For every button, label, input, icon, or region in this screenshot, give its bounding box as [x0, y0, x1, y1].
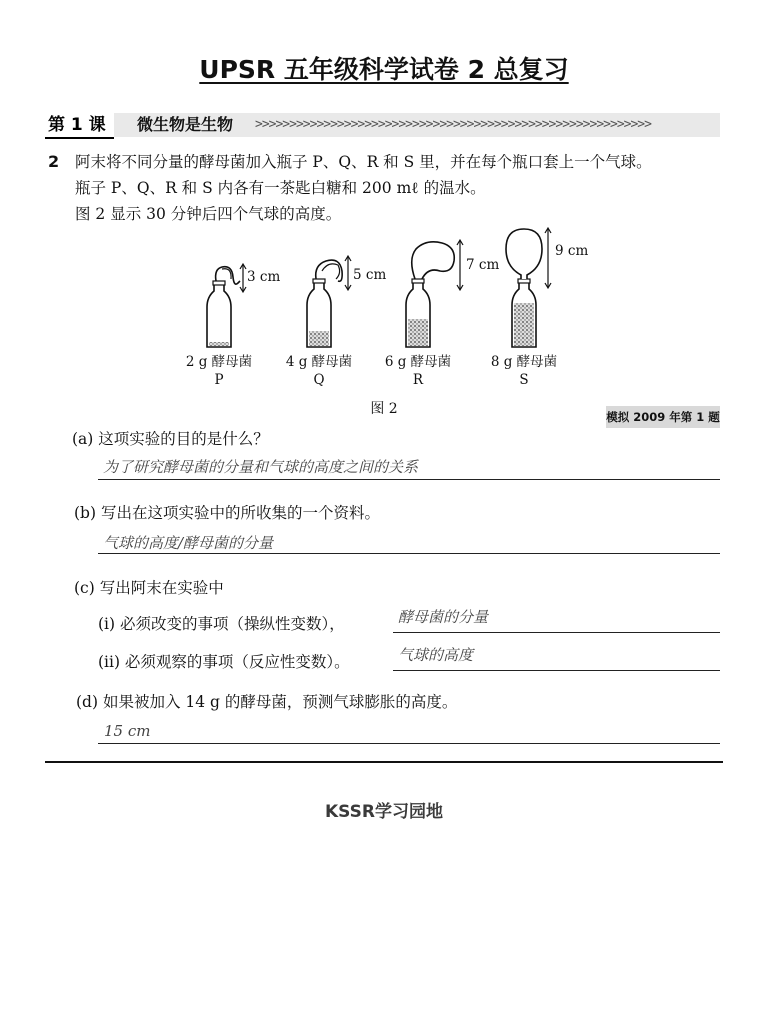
bottle-letter-s: S [519, 372, 529, 388]
answer-line-a [98, 479, 720, 480]
bottom-divider [45, 761, 723, 763]
lesson-number: 第 1 课 [45, 113, 114, 139]
question-b: (b) 写出在这项实验中的所收集的一个资料。 [74, 504, 380, 522]
yeast-amount-p: 2 g 酵母菌 [185, 354, 253, 370]
answer-c-i: 酵母菌的分量 [398, 608, 489, 626]
figure-caption: 图 2 [370, 401, 398, 417]
lesson-chevrons: >>>>>>>>>>>>>>>>>>>>>>>>>>>>>>>>>>>>>>>>>>>>>>>>>>>>>>>>>> [255, 117, 651, 132]
question-a: (a) 这项实验的目的是什么？ [72, 430, 269, 448]
bottle-r [406, 240, 463, 347]
bottle-s [506, 228, 551, 347]
answer-b: 气球的高度/酵母菌的分量 [103, 534, 274, 552]
answer-line-c-i [393, 632, 720, 633]
question-c: (c) 写出阿末在实验中 [74, 579, 224, 597]
yeast-amount-q: 4 g 酵母菌 [285, 354, 353, 370]
question-d: (d) 如果被加入 14 g 的酵母菌，预测气球膨胀的高度。 [76, 693, 458, 711]
bottle-p [207, 264, 246, 347]
height-label-q: 5 cm [353, 267, 387, 283]
answer-d: 15 cm [104, 722, 151, 740]
question-intro-line-1: 阿末将不同分量的酵母菌加入瓶子 P、Q、R 和 S 里，并在每个瓶口套上一个气球。 [75, 153, 652, 171]
height-label-r: 7 cm [466, 257, 500, 273]
lesson-banner [45, 113, 720, 137]
lesson-name: 微生物是生物 [137, 115, 234, 134]
height-label-s: 9 cm [555, 243, 589, 259]
reference-badge: 模拟 2009 年第 1 题 [606, 406, 720, 428]
height-label-p: 3 cm [247, 269, 281, 285]
answer-a: 为了研究酵母菌的分量和气球的高度之间的关系 [103, 458, 419, 476]
footer-text: KSSR学习园地 [325, 802, 443, 822]
question-intro-line-3: 图 2 显示 30 分钟后四个气球的高度。 [75, 205, 342, 223]
question-c-i: (i) 必须改变的事项（操纵性变数）， [98, 615, 345, 633]
bottle-letter-q: Q [313, 372, 325, 388]
yeast-amount-r: 6 g 酵母菌 [384, 354, 452, 370]
yeast-amount-s: 8 g 酵母菌 [490, 354, 558, 370]
bottle-letter-p: P [214, 372, 224, 388]
figure-bottles-diagram [170, 225, 620, 400]
answer-line-b [98, 553, 720, 554]
bottle-caption-s [479, 353, 569, 389]
bottle-caption-p [174, 353, 264, 389]
question-intro-line-2: 瓶子 P、Q、R 和 S 内各有一茶匙白糖和 200 mℓ 的温水。 [75, 179, 486, 197]
answer-c-ii: 气球的高度 [398, 646, 474, 664]
page-title: UPSR 五年级科学试卷 2 总复习 [199, 55, 569, 84]
bottle-caption-r [373, 353, 463, 389]
question-number: 2 [48, 152, 60, 171]
answer-line-c-ii [393, 670, 720, 671]
question-c-ii: (ii) 必须观察的事项（反应性变数）。 [98, 653, 350, 671]
bottle-letter-r: R [412, 372, 424, 388]
bottle-caption-q [274, 353, 364, 389]
bottle-q [307, 256, 351, 347]
answer-line-d [98, 743, 720, 744]
